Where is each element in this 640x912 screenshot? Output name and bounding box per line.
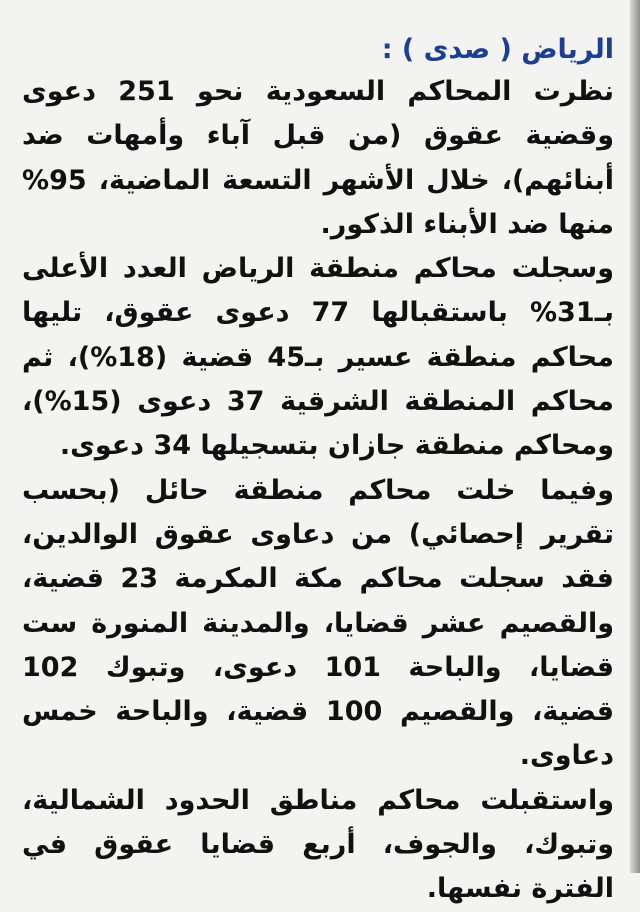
article-heading: الرياض ( صدى ) :	[381, 34, 614, 65]
article-paragraph-3: وفيما خلت محاكم منطقة حائل (بحسب تقرير إحصائي) من دعاوى عقوق الوالدين، فقد سجلت محاكم مكة المكرمة 23 قضية، والقصيم عشر قضايا، والمدينة المنورة ست قضايا، والباحة 101 دعوى، وتبوك 102 قضية، والقصيم 100 قضية، والباحة خمس دعاوى.	[22, 474, 614, 772]
article-paragraph-1: نظرت المحاكم السعودية نحو 251 دعوى وقضية عقوق (من قبل آباء وأمهات ضد أبنائهم)، خلال الأشهر التسعة الماضية، 95% منها ضد الأبناء الذكور.	[22, 76, 614, 240]
page-edge-border	[630, 0, 640, 873]
article-paragraph-4: واستقبلت محاكم مناطق الحدود الشمالية، وتبوك، والجوف، أربع قضايا عقوق في الفترة نفسها.	[22, 784, 614, 905]
article-paragraph-2: وسجلت محاكم منطقة الرياض العدد الأعلى بـ31% باستقبالها 77 دعوى عقوق، تليها محاكم منطقة عسير بـ45 قضية (18%)، ثم محاكم المنطقة الشرقية 37 دعوى (15%)، ومحاكم منطقة جازان بتسجيلها 34 دعوى.	[22, 253, 614, 462]
